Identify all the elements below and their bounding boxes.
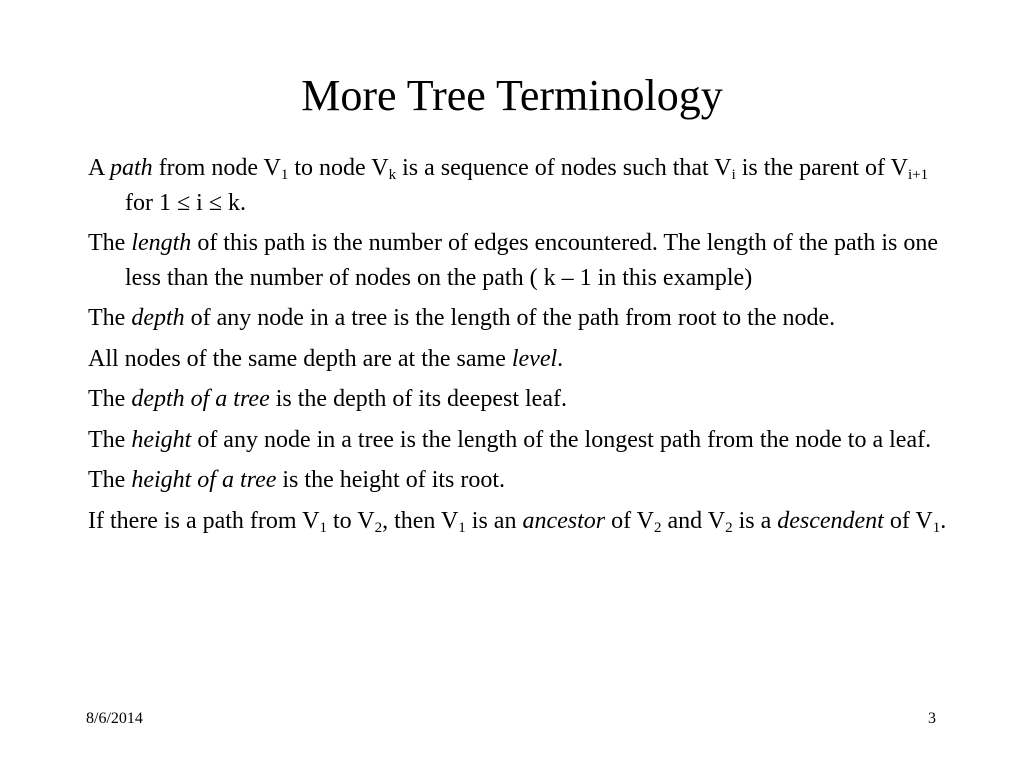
paragraph-depth-definition [88,301,948,336]
italic-term: height [131,426,192,453]
paragraph-length-definition [88,226,948,295]
text-run: to node V [288,155,389,181]
text-run: of V [605,507,654,534]
text-run: , then V [382,507,459,534]
text-run: of any node in a tree is the length of the longest path from the node to a leaf. [191,426,932,453]
subscript: i+1 [907,167,929,183]
subscript: 1 [932,519,941,536]
text-run: of any node in a tree is the length of the path from root to the node. [184,305,836,331]
paragraph-ancestor-descendent-definition [88,504,948,539]
page-number: 3 [928,710,936,727]
subscript: 2 [374,519,383,536]
subscript: k [388,167,397,183]
text-run: of V [883,507,933,534]
italic-term: descendent [777,507,884,534]
italic-term: level [511,345,558,372]
paragraph-tree-height-definition [88,463,948,498]
text-run: A [88,155,111,181]
italic-term: path [110,155,153,181]
text-run: of this path is the number of edges encountered. The length of the path is one less than the number of nodes on the path ( k – 1 in this example) [125,230,939,291]
slide-body [88,151,948,544]
text-run: . [557,345,564,372]
italic-term: depth [131,305,185,331]
slide-title: More Tree Terminology [301,71,723,120]
text-run: from node V [152,155,281,181]
italic-term: ancestor [522,507,606,534]
text-run: is a [732,507,778,534]
subscript: 2 [725,519,733,536]
italic-term: length [131,230,192,256]
footer-date: 8/6/2014 [86,710,143,727]
text-run: is a sequence of nodes such that V [396,155,732,181]
subscript: 1 [319,519,327,536]
text-run: The [88,305,132,331]
paragraph-height-definition [88,423,948,458]
subscript: i [731,167,736,183]
italic-term: depth of a tree [131,386,270,412]
text-run: to V [326,507,375,534]
paragraph-path-definition [88,151,948,220]
text-run: The [88,230,132,256]
text-run: is an [465,507,523,534]
text-run: If there is a path from V [88,507,320,534]
text-run: All nodes of the same depth are at the same [88,345,512,372]
text-run: is the depth of its deepest leaf. [269,386,567,412]
text-run: and V [661,507,726,534]
subscript: 2 [654,519,662,536]
text-run: is the height of its root. [276,467,506,493]
text-run: The [88,426,132,453]
paragraph-level-definition [88,342,948,377]
text-run: for 1 ≤ i ≤ k. [125,189,246,216]
text-run: The [88,386,132,412]
text-run: The [88,467,132,493]
paragraph-tree-depth-definition [88,382,948,417]
text-run: is the parent of V [735,155,908,181]
subscript: 1 [458,519,466,536]
subscript: 1 [280,167,289,183]
text-run: . [940,507,947,534]
italic-term: height of a tree [131,467,277,493]
